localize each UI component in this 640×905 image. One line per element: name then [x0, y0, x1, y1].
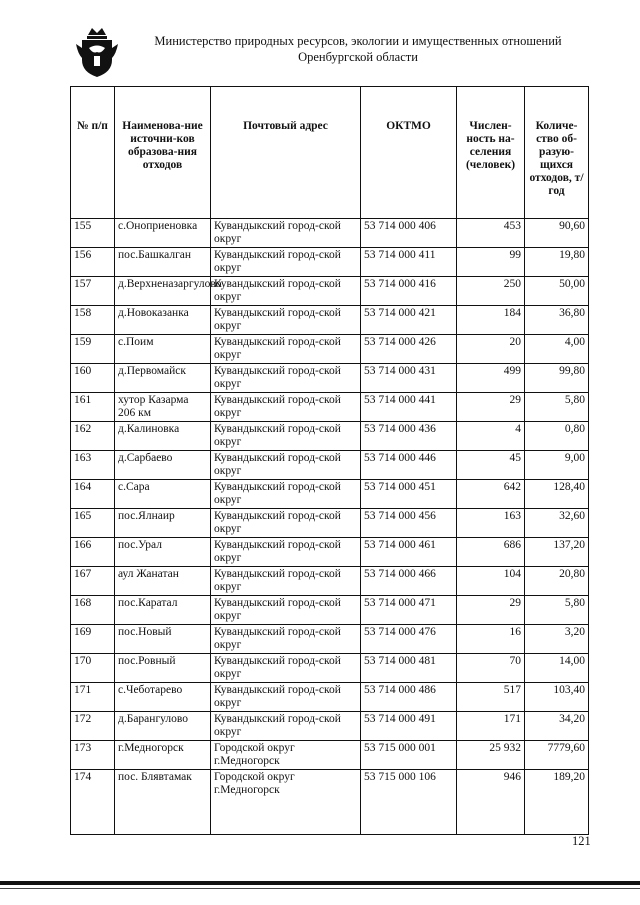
cell-waste-amount: 99,80 — [525, 364, 589, 393]
cell-population: 29 — [457, 393, 525, 422]
cell-number: 166 — [71, 538, 115, 567]
cell-waste-amount: 90,60 — [525, 219, 589, 248]
cell-postal-address: Кувандыкский город-ской округ — [211, 567, 361, 596]
cell-oktmo: 53 714 000 476 — [361, 625, 457, 654]
cell-population: 946 — [457, 770, 525, 835]
cell-population: 184 — [457, 306, 525, 335]
cell-oktmo: 53 714 000 421 — [361, 306, 457, 335]
cell-postal-address: Кувандыкский город-ской округ — [211, 480, 361, 509]
table-row — [71, 567, 589, 596]
cell-population: 20 — [457, 335, 525, 364]
cell-source-name: с.Сара — [115, 480, 211, 509]
cell-source-name: аул Жанатан — [115, 567, 211, 596]
cell-postal-address: Кувандыкский город-ской округ — [211, 625, 361, 654]
column-header-oktmo: ОКТМО — [361, 87, 457, 219]
cell-oktmo: 53 714 000 451 — [361, 480, 457, 509]
cell-oktmo: 53 714 000 431 — [361, 364, 457, 393]
cell-population: 45 — [457, 451, 525, 480]
cell-population: 29 — [457, 596, 525, 625]
cell-oktmo: 53 715 000 001 — [361, 741, 457, 770]
table-row — [71, 451, 589, 480]
cell-source-name: пос.Ровный — [115, 654, 211, 683]
table-row — [71, 248, 589, 277]
cell-waste-amount: 3,20 — [525, 625, 589, 654]
cell-source-name: хутор Казарма 206 км — [115, 393, 211, 422]
cell-oktmo: 53 714 000 481 — [361, 654, 457, 683]
cell-population: 104 — [457, 567, 525, 596]
cell-waste-amount: 9,00 — [525, 451, 589, 480]
cell-number: 173 — [71, 741, 115, 770]
cell-oktmo: 53 714 000 471 — [361, 596, 457, 625]
cell-postal-address: Кувандыкский город-ской округ — [211, 277, 361, 306]
cell-population: 499 — [457, 364, 525, 393]
cell-population: 453 — [457, 219, 525, 248]
page-number: 121 — [572, 834, 591, 848]
cell-waste-amount: 4,00 — [525, 335, 589, 364]
cell-population: 4 — [457, 422, 525, 451]
cell-waste-amount: 189,20 — [525, 770, 589, 835]
cell-number: 169 — [71, 625, 115, 654]
coat-of-arms-icon — [74, 26, 120, 78]
cell-source-name: д.Сарбаево — [115, 451, 211, 480]
cell-number: 161 — [71, 393, 115, 422]
cell-waste-amount: 34,20 — [525, 712, 589, 741]
cell-population: 250 — [457, 277, 525, 306]
cell-number: 168 — [71, 596, 115, 625]
cell-waste-amount: 14,00 — [525, 654, 589, 683]
cell-population: 99 — [457, 248, 525, 277]
table-row — [71, 538, 589, 567]
cell-oktmo: 53 714 000 426 — [361, 335, 457, 364]
ministry-name: Министерство природных ресурсов, экологии и имущественных отношений — [154, 34, 562, 48]
cell-oktmo: 53 715 000 106 — [361, 770, 457, 835]
cell-source-name: с.Поим — [115, 335, 211, 364]
table-body — [71, 219, 589, 835]
cell-number: 171 — [71, 683, 115, 712]
cell-oktmo: 53 714 000 486 — [361, 683, 457, 712]
cell-postal-address: Кувандыкский город-ской округ — [211, 654, 361, 683]
footer-rule-thin — [0, 888, 640, 889]
cell-source-name: с.Оноприеновка — [115, 219, 211, 248]
cell-oktmo: 53 714 000 446 — [361, 451, 457, 480]
cell-population: 686 — [457, 538, 525, 567]
table-row — [71, 335, 589, 364]
table-row — [71, 277, 589, 306]
cell-source-name: д.Барангулово — [115, 712, 211, 741]
cell-waste-amount: 137,20 — [525, 538, 589, 567]
cell-oktmo: 53 714 000 406 — [361, 219, 457, 248]
column-header-population: Числен-ность на-селения (человек) — [457, 87, 525, 219]
cell-oktmo: 53 714 000 416 — [361, 277, 457, 306]
cell-number: 174 — [71, 770, 115, 835]
cell-number: 167 — [71, 567, 115, 596]
table-row — [71, 422, 589, 451]
cell-oktmo: 53 714 000 461 — [361, 538, 457, 567]
cell-postal-address: Кувандыкский город-ской округ — [211, 393, 361, 422]
cell-postal-address: Кувандыкский город-ской округ — [211, 248, 361, 277]
cell-source-name: д.Калиновка — [115, 422, 211, 451]
table-row — [71, 712, 589, 741]
cell-number: 172 — [71, 712, 115, 741]
cell-number: 156 — [71, 248, 115, 277]
cell-waste-amount: 19,80 — [525, 248, 589, 277]
cell-number: 159 — [71, 335, 115, 364]
cell-postal-address: Кувандыкский город-ской округ — [211, 335, 361, 364]
cell-oktmo: 53 714 000 436 — [361, 422, 457, 451]
cell-postal-address: Кувандыкский город-ской округ — [211, 509, 361, 538]
cell-population: 16 — [457, 625, 525, 654]
cell-waste-amount: 0,80 — [525, 422, 589, 451]
cell-source-name: пос.Новый — [115, 625, 211, 654]
cell-waste-amount: 5,80 — [525, 393, 589, 422]
cell-population: 171 — [457, 712, 525, 741]
table-row — [71, 306, 589, 335]
cell-number: 158 — [71, 306, 115, 335]
cell-postal-address: Городской округ г.Медногорск — [211, 770, 361, 835]
cell-population: 517 — [457, 683, 525, 712]
cell-postal-address: Кувандыкский город-ской округ — [211, 683, 361, 712]
cell-waste-amount: 103,40 — [525, 683, 589, 712]
table-row — [71, 770, 589, 835]
cell-postal-address: Кувандыкский город-ской округ — [211, 451, 361, 480]
cell-postal-address: Кувандыкский город-ской округ — [211, 712, 361, 741]
cell-number: 155 — [71, 219, 115, 248]
cell-postal-address: Кувандыкский город-ской округ — [211, 219, 361, 248]
cell-source-name: пос. Блявтамак — [115, 770, 211, 835]
table-row — [71, 596, 589, 625]
cell-waste-amount: 32,60 — [525, 509, 589, 538]
column-header-postal-address: Почтовый адрес — [211, 87, 361, 219]
table-header-row — [71, 87, 589, 219]
column-header-waste-amount: Количе-ство об-разую-щихся отходов, т/год — [525, 87, 589, 219]
column-header-number: № п/п — [71, 87, 115, 219]
cell-oktmo: 53 714 000 441 — [361, 393, 457, 422]
cell-waste-amount: 20,80 — [525, 567, 589, 596]
cell-postal-address: Кувандыкский город-ской округ — [211, 306, 361, 335]
cell-population: 642 — [457, 480, 525, 509]
column-header-source-name: Наименова-ние источни-ков образова-ния отходов — [115, 87, 211, 219]
cell-waste-amount: 50,00 — [525, 277, 589, 306]
cell-source-name: д.Новоказанка — [115, 306, 211, 335]
table-row — [71, 741, 589, 770]
table-row — [71, 654, 589, 683]
table-row — [71, 364, 589, 393]
region-name: Оренбургской области — [298, 50, 418, 64]
cell-number: 170 — [71, 654, 115, 683]
waste-sources-table — [70, 86, 589, 835]
table-row — [71, 480, 589, 509]
cell-source-name: с.Чеботарево — [115, 683, 211, 712]
cell-number: 160 — [71, 364, 115, 393]
cell-postal-address: Кувандыкский город-ской округ — [211, 422, 361, 451]
cell-number: 165 — [71, 509, 115, 538]
cell-postal-address: Городской округ г.Медногорск — [211, 741, 361, 770]
footer-rule — [0, 881, 640, 885]
table-row — [71, 683, 589, 712]
cell-population: 70 — [457, 654, 525, 683]
table-row — [71, 509, 589, 538]
cell-source-name: пос.Каратал — [115, 596, 211, 625]
cell-oktmo: 53 714 000 466 — [361, 567, 457, 596]
cell-source-name: пос.Ялнаир — [115, 509, 211, 538]
table-row — [71, 625, 589, 654]
cell-waste-amount: 7779,60 — [525, 741, 589, 770]
cell-source-name: д.Верхненазаргулово — [115, 277, 211, 306]
cell-number: 157 — [71, 277, 115, 306]
table-row — [71, 219, 589, 248]
cell-postal-address: Кувандыкский город-ской округ — [211, 596, 361, 625]
cell-waste-amount: 36,80 — [525, 306, 589, 335]
cell-number: 162 — [71, 422, 115, 451]
ministry-header — [128, 33, 588, 65]
cell-population: 163 — [457, 509, 525, 538]
cell-postal-address: Кувандыкский город-ской округ — [211, 364, 361, 393]
cell-waste-amount: 5,80 — [525, 596, 589, 625]
cell-population: 25 932 — [457, 741, 525, 770]
cell-number: 164 — [71, 480, 115, 509]
cell-postal-address: Кувандыкский город-ской округ — [211, 538, 361, 567]
cell-source-name: пос.Башкалган — [115, 248, 211, 277]
cell-number: 163 — [71, 451, 115, 480]
cell-waste-amount: 128,40 — [525, 480, 589, 509]
cell-source-name: г.Медногорск — [115, 741, 211, 770]
cell-oktmo: 53 714 000 411 — [361, 248, 457, 277]
cell-oktmo: 53 714 000 491 — [361, 712, 457, 741]
cell-source-name: д.Первомайск — [115, 364, 211, 393]
cell-source-name: пос.Урал — [115, 538, 211, 567]
cell-oktmo: 53 714 000 456 — [361, 509, 457, 538]
table-row — [71, 393, 589, 422]
